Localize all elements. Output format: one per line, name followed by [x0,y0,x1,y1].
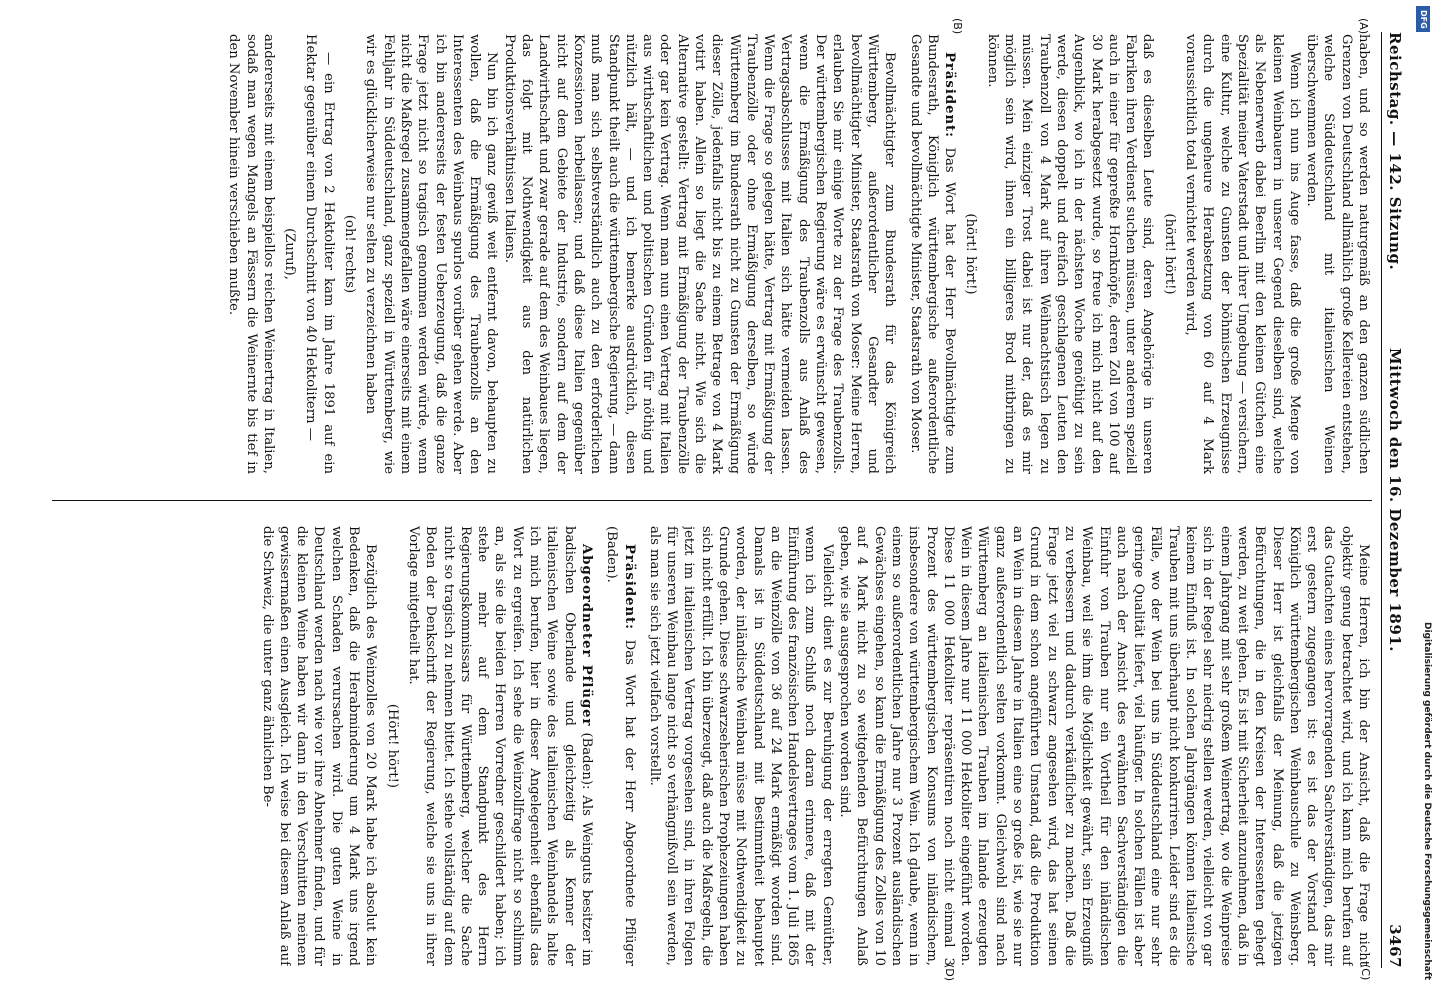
paragraph: andererseits mit einem beispiellos reichen Weinertrag in Italien, sodaß man wegen Mangels an Fässern die Weinernte bis tief in den November hinein verschieben mußte. [226,34,276,474]
speaker-paragraph [405,526,595,966]
paragraph: Wenn ich nun ins Auge fasse, daß die große Menge von kleinen Weinbauern in unserer Gegend dieselben sind, welche als Nebenerwerb dabei Beerlin mit den kleinen Gütchen eine Spezialität meiner Vaterstadt und ihrer Umgebung — versichern, eine Kultur, welche zu Gunsten der böhmischen Erzeugnisse durch die ungeheure Herabsetzung von 60 auf 4 Mark voraussichtlich total vernichtet werden wird, [1183,34,1302,474]
speaker-paragraph [603,526,638,966]
speaker-paragraph [500,34,898,474]
paragraph: haben, und so werden naturgemäß an den ganzen südlichen Grenzen von Deutschland allmählich große Kellereien entstehen, welche Süddeutschland mit italienischen Weinen überschwemmen werden. [1304,34,1371,474]
document-page [16,20,1416,980]
paragraph: Nun bin ich ganz gewiß weit entfernt davon, behaupten zu wollen, daß die Ermäßigung des Traubenzolls an den Interessenten des Weinbaus spurlos vorüber gehen werde. Aber ich bin andererseits der festen Ueberzeugung, daß die ganze Frage jetzt nicht so tragisch genommen werden würde, wenn nicht die Maßregel zusammengefallen wäre einerseits mit einem Fehljahr in Süddeutschland, ganz speziell in Württemberg, wie wir es glücklicherweise nur selten zu verzeichnen haben [363,34,500,474]
speaker-name: Abgeordneter Pflüger [578,544,594,727]
speech-text: (Baden): Als Weinguts besitzer im badischen Oberlande und gleichzeitig als Kenner der italienischen Weine sowie des italienischen Weinhandels halte ich mich berufen, hier in dieser Angelegenheit ebenfalls das Wort zu ergreifen. Ich sehe die Weinzollfrage nicht so schlimm an, als sie die beiden Herren Vorredner geschildert haben; ich stehe mehr auf dem Standpunkt des Herrn Regierungskommissars für Württemberg, welcher die Sache nicht so tragisch zu nehmen bittet. Ich stehe vollständig auf dem Boden der Denkschrift der Regierung, welche sie uns in ihrer Vorlage mitgetheilt hat. [405,526,594,966]
margin-marker-d: (D) [943,964,956,982]
speaker-name: Präsident: [942,52,958,139]
page-header [1381,32,1408,968]
page-number: 3467 [1386,924,1404,968]
left-column [42,34,1372,474]
margin-marker-a: (A) [1357,18,1370,35]
dfg-logo: DFG [1416,6,1430,32]
speaker-paragraph [906,34,958,474]
speech-text: Das Wort hat der Herr Bevollmächtigte zum Bundesrath, Königlich württembergische außerordentliche Gesandte und bevollmächtigte Minister, Staatsrath von Moser. [907,34,958,474]
header-left: Reichstag. — 142. Sitzung. [1386,32,1404,271]
interjection: (hört! hört!) [1161,213,1177,295]
paragraph: Vielleicht dient es zur Beruhigung der erregten Gemüther, wenn ich zum Schluß noch daran erinnere, daß mit der Einführung des französischen Handelsvertrages vom 1. Juli 1865 an die Weinzölle von 36 auf 24 Mark ermäßigt worden sind. Damals ist in Süddeutschland mit Bestimmtheit behauptet worden, der inländische Weinbau müsse mit Nothwendigkeit zu Grunde gehen. Diese schwarzseherischen Prophezeiungen haben sich nicht erfüllt. Ich bin überzeugt, daß auch die Maßregeln, die jetzt im italienischen Vertrag vorgesehen sind, in ihren Folgen für unseren Weinbau lange nicht so verhängnißvoll sein werden, als man sie sich jetzt vielfach vorstellt. [646,526,835,966]
speech-text: Das Wort hat der Herr Abgeordnete Pflüger (Baden). [604,526,637,966]
interjection: (oh! rechts) [342,214,358,294]
speaker-name: Präsident: [621,544,637,631]
paragraph: — ein Ertrag von 2 Hektoliter kam im Jahre 1891 auf ein Hektar gegenüber einem Durchschnitt von 40 Hektolitern — [303,34,336,474]
interjection: (hört! hört!) [963,213,979,295]
column-divider [52,500,1372,501]
interjection: (Hört! hört!) [384,703,400,789]
margin-marker-c: (C) [1359,964,1372,981]
digitization-credit: Digitalisierung gefördert durch die Deutsche Forschungsgemeinschaft [1422,621,1432,980]
right-column [42,526,1372,966]
paragraph: Bezüglich des Weinzolles von 20 Mark habe ich absolut kein Bedenken, daß die Herabminderung um 4 Mark uns irgend welchen Schaden verursachen wird. Die guten Weine in Deutschland werden nach wie vor ihre Abnehmer finden, und für die kleinen Weine haben wir dann in den Verschnitten meinem gewissermaßen einen Ausgleich. Ich weise bei diesem Anlaß auf die Schweiz, die unter ganz ähnlichen Be- [259,526,379,966]
margin-marker-b: (B) [951,18,964,35]
paragraph: daß es dieselben Leute sind, deren Angehörige in unseren Fabriken ihren Verdienst suchen müssen, unter anderem speziell auch in einer für gepreßte Hornknöpfe, deren Zoll von 100 auf 30 Mark herabgesetzt wurde, so freue ich mich nicht auf den Augenblick, wo ich in der nächsten Woche genöthigt zu sein werde, diesen doppelt und dreifach geschlagenen Leuten den Traubenzoll von 4 Mark auf ihren Weihnachtstisch legen zu müssen. Mein einziger Trost dabei ist nur der, daß es mir möglich sein wird, ihnen ein billigeres Brod mitbringen zu können. [984,34,1156,474]
interjection: (Zuruf), [282,228,298,280]
header-date: Mittwoch den 16. Dezember 1891. [1386,348,1404,652]
paragraph: Meine Herren, ich bin der Ansicht, daß die Frage nicht objektiv genug betrachtet wird, und ich kann mich berufen auf das Gutachten eines hervorragenden Sachverständigen, das mir erst gestern zugegangen ist: es ist das der Vorstand der Königlich württembergischen Weinbauschule zu Weinsberg. Dieser Herr ist gleichfalls der Meinung, daß die jetzigen Befürchtungen, die in den Kreisen der Interessenten gehegt werden, zu weit gehen. Es ist mit Sicherheit anzunehmen, daß in einem Jahrgang mit sehr großem Weinertrag, wo die Weinpreise sich in der Regel sehr niedrig stellen werden, vielleicht von gar keinem Einfluß ist. In solchen Jahrgängen können italienische Trauben mit uns überhaupt nicht konkurriren. Leider sind es die Fälle, wo der Wein bei uns in Süddeutschland eine nur sehr geringe Qualität liefert, viel häufiger. In solchen Fällen ist aber auch nach der Ansicht des erwähnten Sachverständigen die Einfuhr von Trauben nur ein Vortheil für den inländischen Weinbau, weil sie ihm die Möglichkeit gewährt, sein Erzeugniß zu verbessern und dadurch verkäuflicher zu machen. Daß die Frage jetzt viel zu schwarz angesehen wird, das hat seinen Grund in dem schon angeführten Umstand, daß die Produktion an Wein in diesem Jahre in Italien eine so große ist, wie sie nur ganz außerordentlich selten vorkommt. Gleichwohl sind nach Württemberg an italienischen Trauben im Inlande erzeugten Wein in diesem Jahre nur 11 000 Hektoliter eingeführt worden. Diese 11 000 Hektoliter repräsentiren noch nicht einmal 3 Prozent des württembergischen Konsums von inländischem, insbesondere von württembergischem Wein. Ich glaube, wenn in einem so außerordentlichen Jahre nur 3 Prozent ausländischen Gewächses eingehen, so kann die Ermäßigung des Zolles von 10 auf 4 Mark nicht zu so weitgehenden Befürchtungen Anlaß geben, wie sie ausgesprochen worden sind. [837,526,1371,966]
speaker-name: Bevollmächtigter zum Bundesrath für das Königreich Württemberg, [864,34,898,474]
speech-text: außerordentlicher Gesandter und bevollmächtigter Minister, Staatsrath von Moser: Meine Herren, erlauben Sie mir einige Worte zu der Frage des Traubenzolls. Der württembergischen Regierung wäre es erwünscht gewesen, wenn die Ermäßigung des Traubenzolls aus Anlaß des Vertragsabschlusses mit Italien sich hätte vermeiden lassen. Wenn die Frage so gelegen hätte, Vertrag mit Ermäßigung der Traubenzölle oder ohne Ermäßigung derselben, so würde Württemberg im Bundesrath nicht zu Gunsten der Ermäßigung dieser Zölle, jedenfalls nicht bis zu einem Betrage von 4 Mark votirt haben. Allein so liegt die Sache nicht. Wie sich die Alternative gestellt: Vertrag mit Ermäßigung der Traubenzölle oder gar kein Vertrag. Wenn man nun einen Vertrag mit Italien aus wirthschaftlichen und politischen Gründen für nöthig und nützlich hält, — und ich bemerke ausdrücklich, diesen Standpunkt theilt auch die württembergische Regierung, — dann muß man sich selbstverständlich auch zu den erforderlichen Konzessionen herbeilassen; und daß diese Italien gegenüber nicht auf dem Gebiete der Industrie, sondern auf dem der Landwirthschaft und zwar gerade auf dem des Weinbaues liegen, das folgt mit Nothwendigkeit aus den natürlichen Produktionsverhältnissen Italiens. [501,34,880,474]
